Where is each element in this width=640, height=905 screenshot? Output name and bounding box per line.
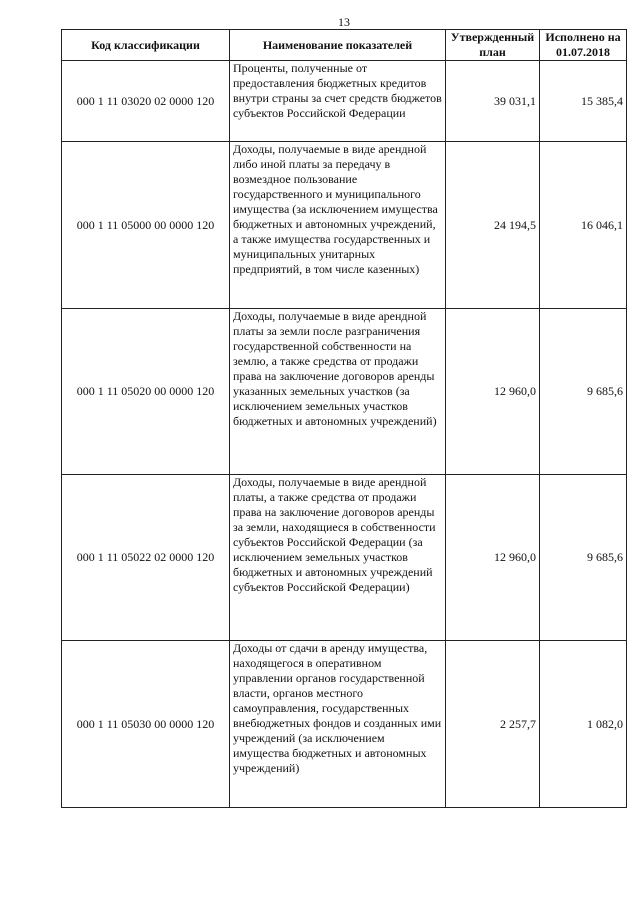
classification-code-cell: 000 1 11 05030 00 0000 120 [62,641,230,808]
indicator-name-cell: Доходы, получаемые в виде арендной либо иной платы за передачу в возмездное пользование государственного и муниципального имущества (за исключением имущества бюджетных и автономных учреждений, а также имущества государственных и муниципальных унитарных предприятий, в том числе казенных) [230,142,446,309]
executed-cell: 9 685,6 [540,309,627,475]
indicator-name-cell: Доходы, получаемые в виде арендной платы, а также средства от продажи права на заключение договоров аренды за земли, находящиеся в собственности субъектов Российской Федерации (за исключением земельных участков бюджетных и автономных учреждений субъектов Российской Федерации) [230,475,446,641]
executed-cell: 15 385,4 [540,61,627,142]
classification-code-cell: 000 1 11 03020 02 0000 120 [62,61,230,142]
indicator-name-cell: Проценты, полученные от предоставления бюджетных кредитов внутри страны за счет средств бюджетов субъектов Российской Федерации [230,61,446,142]
approved-plan-cell: 39 031,1 [446,61,540,142]
header-approved-plan: Утвержденный план [446,30,540,61]
classification-code-cell: 000 1 11 05000 00 0000 120 [62,142,230,309]
revenue-table [61,29,627,808]
table-row [62,142,627,309]
classification-code-cell: 000 1 11 05022 02 0000 120 [62,475,230,641]
executed-cell: 9 685,6 [540,475,627,641]
page-number: 13 [338,15,350,29]
classification-code-cell: 000 1 11 05020 00 0000 120 [62,309,230,475]
indicator-name-cell: Доходы от сдачи в аренду имущества, находящегося в оперативном управлении органов государственной власти, органов местного самоуправления, государственных внебюджетных фондов и созданных ими учреждений (за исключением имущества бюджетных и автономных учреждений) [230,641,446,808]
table-header-row [62,30,627,61]
approved-plan-cell: 2 257,7 [446,641,540,808]
table-row [62,475,627,641]
table-row [62,61,627,142]
header-classification-code: Код классификации [62,30,230,61]
table-row [62,309,627,475]
approved-plan-cell: 12 960,0 [446,309,540,475]
approved-plan-cell: 12 960,0 [446,475,540,641]
header-indicator-name: Наименование показателей [230,30,446,61]
header-executed: Исполнено на 01.07.2018 [540,30,627,61]
executed-cell: 1 082,0 [540,641,627,808]
indicator-name-cell: Доходы, получаемые в виде арендной платы за земли после разграничения государственной собственности на землю, а также средства от продажи права на заключение договоров аренды указанных земельных участков (за исключением земельных участков бюджетных и автономных учреждений) [230,309,446,475]
approved-plan-cell: 24 194,5 [446,142,540,309]
executed-cell: 16 046,1 [540,142,627,309]
table-row [62,641,627,808]
